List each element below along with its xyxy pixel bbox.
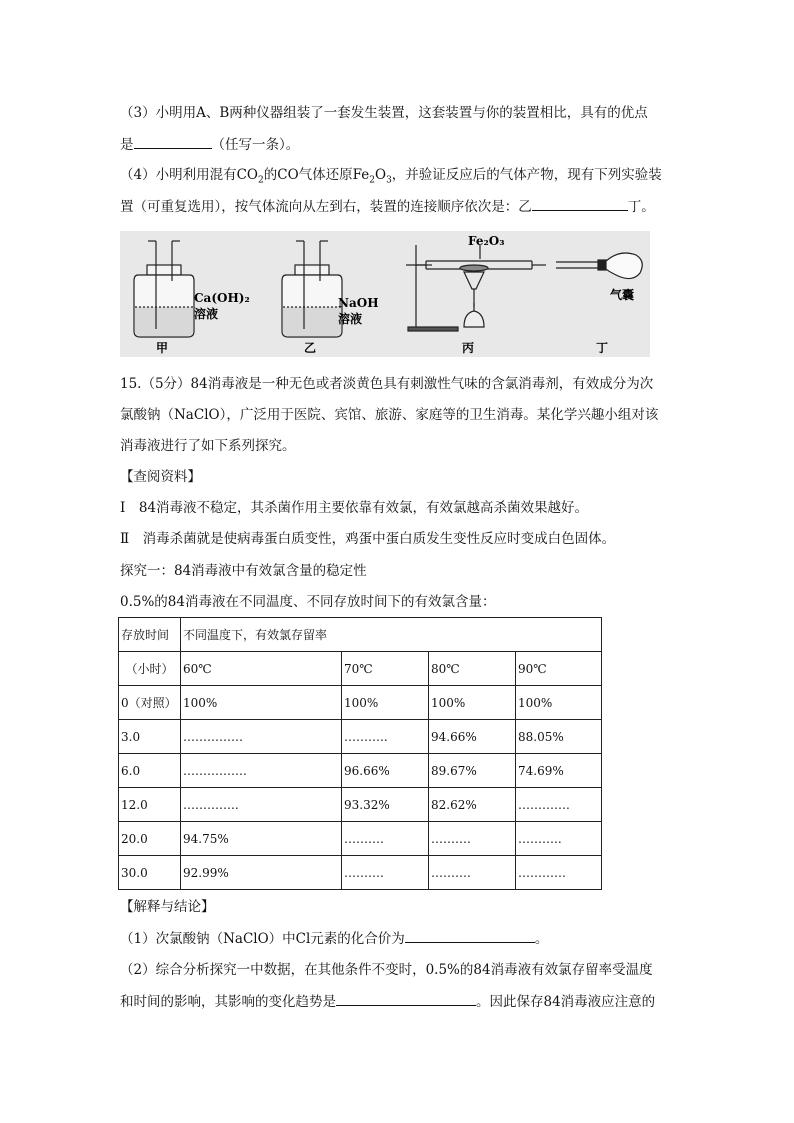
temp-cell: 90℃ [516, 652, 602, 686]
value-cell: ………… [516, 856, 602, 890]
value-cell: 100% [181, 686, 342, 720]
value-cell: ………….. [181, 788, 342, 822]
table-row [119, 822, 602, 856]
gas-bag-ding [556, 253, 642, 279]
conclusion-q2-line2 [120, 991, 655, 1012]
q15-line3: 消毒液进行了如下系列探究。 [120, 438, 296, 454]
q4-text-d: ，并验证反应后的气体产物，现有下列实验装 [391, 167, 662, 183]
value-cell: 89.67% [429, 754, 516, 788]
value-cell: 96.66% [342, 754, 429, 788]
value-cell: …………. [516, 788, 602, 822]
label-ding: 丁 [596, 341, 609, 355]
value-cell: 94.75% [181, 822, 342, 856]
q4-sub-b: 2 [369, 175, 375, 186]
answer-blank-q2[interactable] [336, 991, 476, 1006]
chlorine-table [118, 617, 602, 890]
conclusion-q2-post: 。因此保存84消毒液应注意的 [476, 994, 656, 1010]
value-cell: …………… [181, 720, 342, 754]
bing-reagent: Fe₂O₃ [468, 234, 505, 248]
conclusion-q1-pre: （1）次氯酸钠（NaClO）中Cl元素的化合价为 [120, 931, 405, 947]
time-cell: 30.0 [119, 856, 181, 890]
value-cell: 93.32% [342, 788, 429, 822]
conclusion-q2-pre: 和时间的影响，其影响的变化趋势是 [120, 994, 336, 1010]
conclusion-title: 【解释与结论】 [120, 899, 215, 915]
value-cell: ……………. [181, 754, 342, 788]
table-row [119, 686, 602, 720]
header-time: 存放时间 [119, 618, 181, 652]
ding-label: 气囊 [610, 288, 635, 302]
tube-bing [406, 245, 546, 331]
ref-item1: Ⅰ 84消毒液不稳定，其杀菌作用主要依靠有效氯，有效氯越高杀菌效果越好。 [120, 500, 589, 516]
ref-title: 【查阅资料】 [120, 469, 201, 485]
q4-sub-a: 2 [258, 175, 264, 186]
value-cell: 74.69% [516, 754, 602, 788]
value-cell: ………. [429, 856, 516, 890]
q3-line2-pre: 是 [120, 137, 134, 153]
header-time-unit: （小时） [119, 652, 181, 686]
value-cell: ……….. [342, 720, 429, 754]
header-group: 不同温度下，有效氯存留率 [181, 618, 602, 652]
time-cell: 3.0 [119, 720, 181, 754]
value-cell: 82.62% [429, 788, 516, 822]
time-cell: 6.0 [119, 754, 181, 788]
value-cell: 100% [342, 686, 429, 720]
value-cell: 92.99% [181, 856, 342, 890]
q15-line2: 氯酸钠（NaClO），广泛用于医院、宾馆、旅游、家庭等的卫生消毒。某化学兴趣小组对该 [120, 407, 659, 423]
value-cell: 88.05% [516, 720, 602, 754]
label-bing: 丙 [462, 341, 475, 355]
q4-line2-pre: 置（可重复选用），按气体流向从左到右，装置的连接顺序依次是：乙 [120, 199, 532, 215]
ref-item2: Ⅱ 消毒杀菌就是使病毒蛋白质变性，鸡蛋中蛋白质发生变性反应时变成白色固体。 [120, 531, 616, 547]
q4-line2 [120, 196, 655, 217]
value-cell: 100% [429, 686, 516, 720]
table-header-row [119, 618, 602, 652]
jia-reagent-2: 溶液 [194, 307, 219, 321]
q4-text-a: （4）小明利用混有CO [120, 167, 258, 183]
q4-text-c: O [374, 167, 387, 183]
value-cell: ………. [342, 856, 429, 890]
label-jia: 甲 [156, 341, 169, 355]
value-cell: 94.66% [429, 720, 516, 754]
value-cell: 100% [516, 686, 602, 720]
yi-reagent-2: 溶液 [338, 312, 363, 326]
table-row [119, 788, 602, 822]
q3-line1: （3）小明用A、B两种仪器组装了一套发生装置，这套装置与你的装置相比，具有的优点 [120, 105, 648, 121]
time-cell: 20.0 [119, 822, 181, 856]
bottle-jia [134, 241, 194, 337]
apparatus-figure [120, 231, 650, 357]
answer-blank-q4[interactable] [532, 196, 628, 211]
table-row [119, 754, 602, 788]
q4-sub-c: 3 [386, 175, 392, 186]
q3-line2 [120, 134, 299, 155]
q15-line1: 15.（5分）84消毒液是一种无色或者淡黄色具有刺激性气味的含氯消毒剂，有效成分为次 [120, 376, 654, 392]
q4-text-b: 的CO气体还原Fe [263, 167, 370, 183]
conclusion-q2-line1: （2）综合分析探究一中数据，在其他条件不变时，0.5%的84消毒液有效氯存留率受温度 [120, 962, 653, 978]
value-cell: ……….. [516, 822, 602, 856]
q3-line2-post: （任写一条）。 [211, 137, 300, 153]
time-cell: 12.0 [119, 788, 181, 822]
label-yi: 乙 [304, 341, 317, 355]
value-cell: ………. [429, 822, 516, 856]
yi-reagent-1: NaOH [338, 296, 379, 310]
answer-blank-q1[interactable] [405, 928, 535, 943]
value-cell: ………. [342, 822, 429, 856]
conclusion-q1 [120, 928, 548, 949]
temp-cell: 80℃ [429, 652, 516, 686]
explore1-caption: 0.5%的84消毒液在不同温度、不同存放时间下的有效氯含量： [120, 594, 496, 610]
conclusion-q1-post: 。 [534, 931, 549, 947]
table-row [119, 720, 602, 754]
bottle-yi [282, 241, 342, 337]
explore1-title: 探究一：84消毒液中有效氯含量的稳定性 [120, 563, 367, 579]
q4-line2-post: 丁。 [627, 199, 655, 215]
time-cell: 0（对照） [119, 686, 181, 720]
answer-blank-q3[interactable] [134, 134, 212, 149]
apparatus-svg [120, 231, 650, 357]
table-temp-row [119, 652, 602, 686]
temp-cell: 70℃ [342, 652, 429, 686]
q4-line1 [120, 165, 662, 191]
jia-reagent-1: Ca(OH)₂ [194, 291, 250, 305]
table-row [119, 856, 602, 890]
temp-cell: 60℃ [181, 652, 342, 686]
